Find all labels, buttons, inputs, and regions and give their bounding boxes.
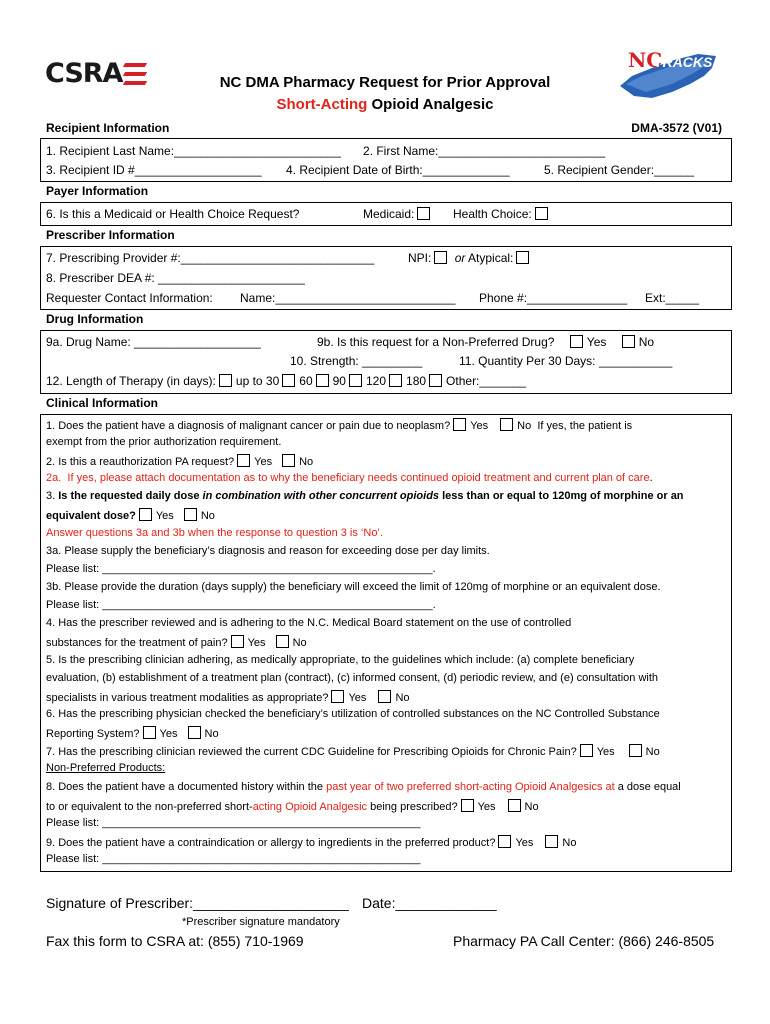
fax-info: Fax this form to CSRA at: (855) 710-1969 bbox=[46, 933, 304, 949]
q9-row bbox=[46, 835, 576, 849]
q2-text: 2. Is this a reauthorization PA request? bbox=[46, 456, 235, 468]
q3-yes-checkbox[interactable] bbox=[139, 508, 152, 521]
payer-heading: Payer Information bbox=[46, 184, 149, 198]
npi-checkbox[interactable] bbox=[434, 251, 447, 264]
q1-continued: exempt from the prior authorization requirement. bbox=[46, 436, 282, 448]
q4-yes-checkbox[interactable] bbox=[231, 635, 244, 648]
health-choice-option[interactable] bbox=[453, 207, 552, 221]
npi-option[interactable] bbox=[408, 251, 533, 265]
or-label: or bbox=[454, 251, 466, 265]
q8-no-checkbox[interactable] bbox=[508, 799, 521, 812]
q6-no-label: No bbox=[204, 728, 219, 740]
q8-yes-checkbox[interactable] bbox=[461, 799, 474, 812]
subtitle-rest: Opioid Analgesic bbox=[367, 96, 494, 113]
form-subtitle bbox=[0, 96, 770, 113]
q5-yes-label: Yes bbox=[348, 692, 367, 704]
q6-yes-label: Yes bbox=[159, 728, 178, 740]
q5-no-label: No bbox=[395, 692, 410, 704]
q3-number: 3. bbox=[46, 490, 56, 502]
q7-yes-label: Yes bbox=[596, 746, 615, 758]
q6-continued: Reporting System? bbox=[46, 728, 140, 740]
nonpreferred-yes-label: Yes bbox=[586, 335, 607, 349]
strength-field[interactable]: 10. Strength: _________ bbox=[290, 354, 423, 368]
q9-list-field[interactable]: Please list: ____________________________________________________ bbox=[46, 853, 421, 865]
q9-yes-checkbox[interactable] bbox=[498, 835, 511, 848]
q4-continued-row bbox=[46, 635, 307, 649]
q8-text-a: 8. Does the patient have a documented history within the bbox=[46, 781, 324, 793]
q2a-row bbox=[46, 472, 653, 484]
q8-list-field[interactable]: Please list: ____________________________________________________ bbox=[46, 817, 421, 829]
recipient-box bbox=[40, 138, 732, 182]
therapy-90-label: 90 bbox=[332, 374, 346, 388]
requester-contact-label: Requester Contact Information: bbox=[46, 291, 213, 305]
nonpreferred-products-heading: Non-Preferred Products: bbox=[46, 762, 166, 774]
recipient-heading: Recipient Information bbox=[46, 121, 170, 135]
q6-no-checkbox[interactable] bbox=[188, 726, 201, 739]
prescriber-signature-field[interactable]: Signature of Prescriber:____________________ bbox=[46, 895, 349, 911]
recipient-id-field[interactable]: 3. Recipient ID #___________________ bbox=[46, 163, 262, 177]
therapy-60-checkbox[interactable] bbox=[282, 374, 295, 387]
nonpreferred-no-label: No bbox=[638, 335, 655, 349]
q1-yes-label: Yes bbox=[470, 420, 489, 432]
q3a-text: 3a. Please supply the beneficiary’s diagnosis and reason for exceeding dose per day limits. bbox=[46, 545, 490, 557]
therapy-other-checkbox[interactable] bbox=[429, 374, 442, 387]
health-choice-label: Health Choice: bbox=[453, 207, 532, 221]
q5-continued-2: specialists in various treatment modalities as appropriate? bbox=[46, 692, 329, 704]
q4-no-label: No bbox=[292, 637, 307, 649]
recipient-gender-field[interactable]: 5. Recipient Gender:______ bbox=[544, 163, 695, 177]
q8-no-label: No bbox=[524, 801, 539, 813]
medicaid-label: Medicaid: bbox=[363, 207, 415, 221]
q1-text: 1. Does the patient have a diagnosis of malignant cancer or pain due to neoplasm? bbox=[46, 420, 451, 432]
tracks-logo-text: TRACKS bbox=[654, 54, 713, 70]
medicaid-option[interactable] bbox=[363, 207, 434, 221]
q9-no-checkbox[interactable] bbox=[545, 835, 558, 848]
prescriber-heading: Prescriber Information bbox=[46, 228, 175, 242]
q1-note: If yes, the patient is bbox=[537, 420, 633, 432]
form-title: NC DMA Pharmacy Request for Prior Approval bbox=[219, 74, 551, 91]
nonpreferred-question bbox=[317, 335, 654, 349]
q4-continued: substances for the treatment of pain? bbox=[46, 637, 228, 649]
q4-yes-label: Yes bbox=[247, 637, 266, 649]
prescriber-dea-field[interactable]: 8. Prescriber DEA #: ______________________ bbox=[46, 271, 305, 285]
q9-yes-label: Yes bbox=[515, 837, 534, 849]
q3b-list-field[interactable]: Please list: ______________________________________________________. bbox=[46, 599, 436, 611]
q8-text-red: past year of two preferred short-acting Opioid Analgesics at bbox=[326, 781, 615, 793]
requester-ext-field[interactable]: Ext:_____ bbox=[645, 291, 700, 305]
q6-text: 6. Has the prescribing physician checked the beneficiary’s utilization of controlled substances on the NC Controlled Substance bbox=[46, 708, 660, 720]
q8-continued-row bbox=[46, 799, 539, 813]
q3-text-b: in combination with other concurrent opioids bbox=[202, 490, 440, 502]
npi-label: NPI: bbox=[408, 251, 432, 265]
q6-yes-checkbox[interactable] bbox=[143, 726, 156, 739]
q3-text-a: Is the requested daily dose bbox=[58, 490, 200, 502]
q7-row bbox=[46, 744, 660, 758]
therapy-length-label: 12. Length of Therapy (in days): bbox=[46, 374, 216, 388]
nc-logo-prefix: NC bbox=[628, 48, 663, 72]
csra-logo-text: CSRA bbox=[45, 58, 123, 89]
q8-text-d: being prescribed? bbox=[370, 801, 458, 813]
recipient-first-name-field[interactable]: 2. First Name:_________________________ bbox=[363, 144, 606, 158]
quantity-field[interactable]: 11. Quantity Per 30 Days: ___________ bbox=[459, 354, 673, 368]
q2a-prefix: 2a. bbox=[46, 472, 62, 484]
therapy-other-field[interactable]: Other:_______ bbox=[446, 374, 527, 388]
therapy-length bbox=[46, 374, 526, 388]
therapy-30-checkbox[interactable] bbox=[219, 374, 232, 387]
q1-no-checkbox[interactable] bbox=[500, 418, 513, 431]
signature-date-field[interactable]: Date:_____________ bbox=[362, 895, 497, 911]
prescriber-box bbox=[40, 246, 732, 310]
therapy-60-label: 60 bbox=[299, 374, 313, 388]
q8-text-c: to or equivalent to the non-preferred short- bbox=[46, 801, 253, 813]
q8-text-b: a dose equal bbox=[617, 781, 681, 793]
recipient-dob-field[interactable]: 4. Recipient Date of Birth:_____________ bbox=[286, 163, 510, 177]
therapy-180-checkbox[interactable] bbox=[389, 374, 402, 387]
q3-row bbox=[46, 490, 684, 502]
therapy-90-checkbox[interactable] bbox=[316, 374, 329, 387]
atypical-label: Atypical: bbox=[468, 251, 514, 265]
q1-no-label: No bbox=[517, 420, 532, 432]
therapy-120-label: 120 bbox=[365, 374, 387, 388]
payer-question: 6. Is this a Medicaid or Health Choice Request? bbox=[46, 207, 300, 221]
therapy-120-checkbox[interactable] bbox=[349, 374, 362, 387]
requester-name-field[interactable]: Name:___________________________ bbox=[240, 291, 456, 305]
therapy-180-label: 180 bbox=[406, 374, 427, 388]
q7-yes-checkbox[interactable] bbox=[580, 744, 593, 757]
q7-no-label: No bbox=[645, 746, 660, 758]
q3-continued: equivalent dose? bbox=[46, 510, 136, 522]
q5-continued-row bbox=[46, 690, 410, 704]
q8-yes-label: Yes bbox=[477, 801, 496, 813]
q9-text: 9. Does the patient have a contraindication or allergy to ingredients in the preferred product? bbox=[46, 837, 496, 849]
q8-row bbox=[46, 781, 681, 793]
q9-no-label: No bbox=[562, 837, 577, 849]
prescribing-provider-field[interactable]: 7. Prescribing Provider #:_____________________________ bbox=[46, 251, 375, 265]
q7-no-checkbox[interactable] bbox=[629, 744, 642, 757]
signature-mandatory-note: *Prescriber signature mandatory bbox=[182, 916, 340, 928]
nonpreferred-question-text: 9b. Is this request for a Non-Preferred Drug? bbox=[317, 335, 555, 349]
q5-text: 5. Is the prescribing clinician adhering, as medically appropriate, to the guidelines which include: (a) complete beneficiary bbox=[46, 654, 635, 666]
q2-yes-label: Yes bbox=[254, 456, 273, 468]
health-choice-checkbox[interactable] bbox=[535, 207, 548, 220]
payer-box bbox=[40, 202, 732, 226]
medicaid-checkbox[interactable] bbox=[417, 207, 430, 220]
q3a-list-field[interactable]: Please list: ______________________________________________________. bbox=[46, 563, 436, 575]
q6-continued-row bbox=[46, 726, 219, 740]
q2a-end: . bbox=[649, 472, 653, 484]
requester-phone-field[interactable]: Phone #:_______________ bbox=[479, 291, 628, 305]
recipient-last-name-field[interactable]: 1. Recipient Last Name:_________________________ bbox=[46, 144, 341, 158]
drug-name-field[interactable]: 9a. Drug Name: ___________________ bbox=[46, 335, 261, 349]
q1-row bbox=[46, 418, 632, 432]
q3-no-label: No bbox=[200, 510, 215, 522]
q5-yes-checkbox[interactable] bbox=[331, 690, 344, 703]
q3-continued-row bbox=[46, 508, 215, 522]
q3-note: Answer questions 3a and 3b when the response to question 3 is ‘No’. bbox=[46, 527, 383, 539]
therapy-30-label: up to 30 bbox=[235, 374, 280, 388]
q4-no-checkbox[interactable] bbox=[276, 635, 289, 648]
q3-no-checkbox[interactable] bbox=[184, 508, 197, 521]
drug-box bbox=[40, 330, 732, 394]
clinical-heading: Clinical Information bbox=[46, 396, 159, 410]
q3b-text: 3b. Please provide the duration (days supply) the beneficiary will exceed the limit of 120mg of morphine or an equivalent dose. bbox=[46, 581, 661, 593]
call-center-info: Pharmacy PA Call Center: (866) 246-8505 bbox=[453, 933, 715, 949]
q3-yes-label: Yes bbox=[155, 510, 174, 522]
q2a-text: If yes, please attach documentation as to why the beneficiary needs continued opioid treatment and current plan of care bbox=[67, 472, 650, 484]
q8-text-red2: acting Opioid Analgesic bbox=[252, 801, 368, 813]
q5-continued-1: evaluation, (b) establishment of a treatment plan (contract), (c) informed consent, (d) periodic review, and (e) consultation with bbox=[46, 672, 659, 684]
atypical-checkbox[interactable] bbox=[516, 251, 529, 264]
q5-no-checkbox[interactable] bbox=[378, 690, 391, 703]
q2-no-label: No bbox=[299, 456, 314, 468]
q2-yes-checkbox[interactable] bbox=[237, 454, 250, 467]
subtitle-red-part: Short-Acting bbox=[276, 96, 368, 113]
q4-text: 4. Has the prescriber reviewed and is adhering to the N.C. Medical Board statement on the use of controlled bbox=[46, 617, 572, 629]
q2-no-checkbox[interactable] bbox=[282, 454, 295, 467]
drug-heading: Drug Information bbox=[46, 312, 144, 326]
q7-text: 7. Has the prescribing clinician reviewed the current CDC Guideline for Prescribing Opioids for Chronic Pain? bbox=[46, 746, 577, 758]
nonpreferred-no-checkbox[interactable] bbox=[622, 335, 635, 348]
q1-yes-checkbox[interactable] bbox=[453, 418, 466, 431]
q2-row bbox=[46, 454, 313, 468]
q3-text-c: less than or equal to 120mg of morphine or an bbox=[442, 490, 684, 502]
nonpreferred-yes-checkbox[interactable] bbox=[570, 335, 583, 348]
form-id: DMA-3572 (V01) bbox=[631, 121, 722, 135]
